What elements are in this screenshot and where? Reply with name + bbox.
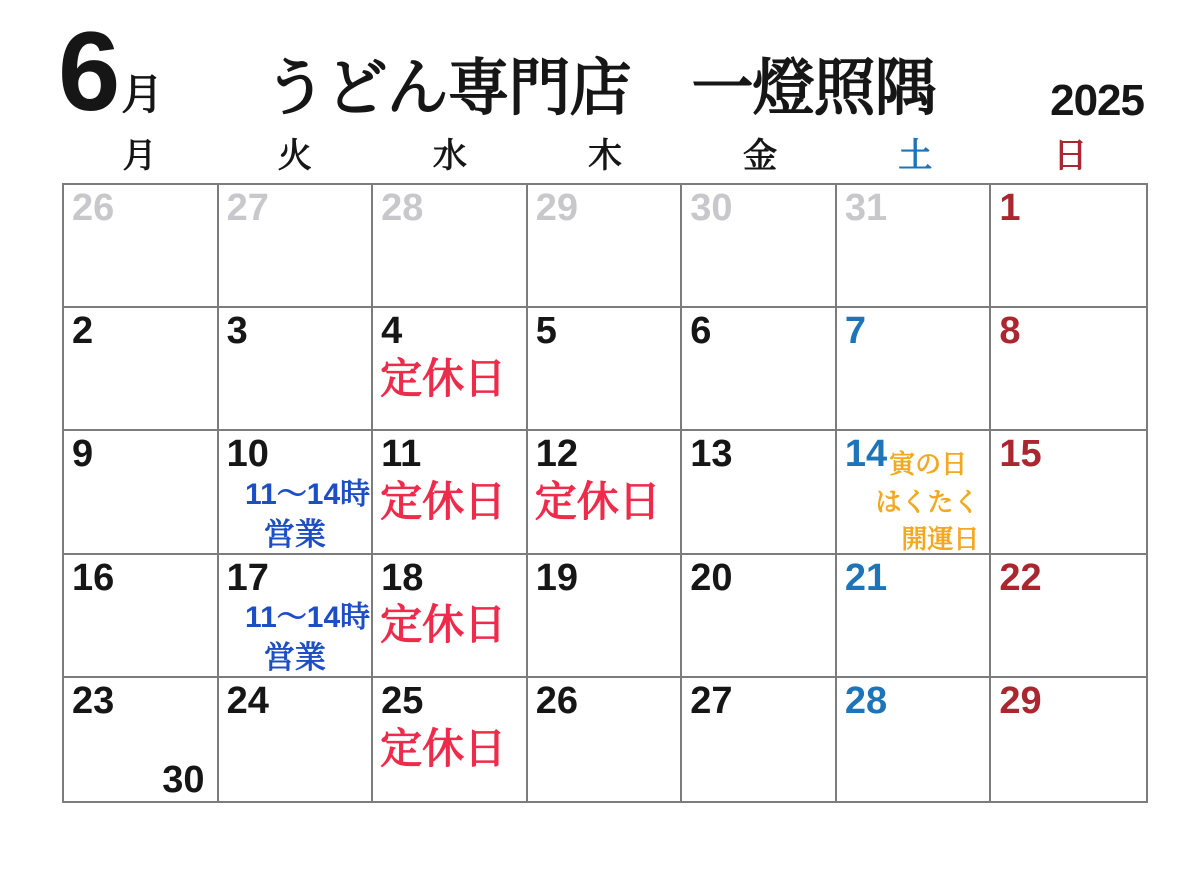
- calendar-grid: [62, 183, 1148, 803]
- calendar-cell-25: [373, 678, 528, 801]
- day-number: 29: [999, 679, 1042, 722]
- day-number: 27: [690, 679, 733, 722]
- calendar-cell-16: [64, 555, 219, 678]
- calendar-cell-28: [837, 678, 992, 801]
- weekday-label-2: 火: [277, 137, 312, 175]
- day-number: 23: [72, 679, 115, 722]
- day-number: 27: [226, 187, 269, 229]
- lucky-note: はくたく: [875, 487, 980, 518]
- hours_label-note: 営業: [263, 516, 326, 552]
- calendar-cell-7: [837, 308, 992, 431]
- calendar-cell-27: [219, 185, 374, 308]
- calendar-cell-17: [219, 555, 374, 678]
- day-number: 16: [72, 556, 115, 599]
- extra-day-number: 30: [162, 758, 205, 801]
- calendar-cell-4: [373, 308, 528, 431]
- closed-note: 定休日: [380, 355, 507, 403]
- day-number: 20: [690, 556, 733, 599]
- day-number: 14: [844, 433, 888, 476]
- day-number: 30: [690, 187, 733, 229]
- day-number: 31: [844, 187, 888, 229]
- day-number: 17: [226, 556, 269, 599]
- calendar-cell-8: [991, 308, 1146, 431]
- day-number: 4: [381, 310, 403, 353]
- weekday-label-6: 土: [898, 137, 933, 175]
- calendar-cell-5: [528, 308, 683, 431]
- calendar-cell-21: [837, 555, 992, 678]
- day-number: 25: [381, 679, 424, 722]
- day-number: 19: [535, 556, 578, 599]
- weekday-label-5: 金: [743, 137, 778, 175]
- closed-note: 定休日: [380, 724, 507, 772]
- month-number: 6: [58, 9, 119, 134]
- calendar-cell-18: [373, 555, 528, 678]
- calendar-cell-2: [64, 308, 219, 431]
- calendar-cell-9: [64, 431, 219, 554]
- calendar-cell-24: [219, 678, 374, 801]
- day-number: 18: [381, 556, 424, 599]
- calendar-cell-13: [682, 431, 837, 554]
- day-number: 6: [690, 310, 712, 353]
- month-suffix-label: 月: [121, 71, 164, 119]
- calendar-cell-29: [991, 678, 1146, 801]
- day-number: 3: [226, 310, 248, 353]
- year-label: 2025: [1050, 76, 1144, 125]
- day-number: 28: [381, 187, 424, 229]
- day-number: 12: [535, 433, 578, 476]
- calendar-cell-19: [528, 555, 683, 678]
- month-indicator: [58, 9, 164, 134]
- calendar-cell-14: [837, 431, 992, 554]
- weekday-label-1: 月: [122, 137, 157, 175]
- closed-note: 定休日: [534, 478, 661, 526]
- day-number: 1: [999, 187, 1021, 229]
- hours_time-note: 11〜14時: [245, 478, 371, 512]
- day-number: 10: [226, 433, 269, 476]
- calendar-cell-1: [991, 185, 1146, 308]
- calendar-cell-12: [528, 431, 683, 554]
- calendar-cell-10: [219, 431, 374, 554]
- calendar-cell-6: [682, 308, 837, 431]
- calendar-cell-29: [528, 185, 683, 308]
- shop-title: うどん専門店 一燈照隅: [264, 54, 936, 123]
- calendar-cell-26: [64, 185, 219, 308]
- weekday-label-7: 日: [1053, 137, 1088, 175]
- calendar-cell-20: [682, 555, 837, 678]
- calendar-cell-26: [528, 678, 683, 801]
- day-number: 11: [381, 433, 422, 476]
- calendar-cell-11: [373, 431, 528, 554]
- day-number: 5: [535, 310, 557, 353]
- calendar-cell-27: [682, 678, 837, 801]
- day-number: 8: [999, 310, 1021, 353]
- weekday-header-row: [62, 132, 1148, 180]
- weekday-label-3: 水: [432, 137, 467, 175]
- day-number: 15: [999, 433, 1042, 476]
- day-number: 21: [844, 556, 888, 599]
- hours_time-note: 11〜14時: [245, 601, 371, 635]
- day-number: 22: [999, 556, 1042, 599]
- lucky-note: 寅の日: [889, 449, 968, 480]
- calendar-cell-22: [991, 555, 1146, 678]
- closed-note: 定休日: [380, 601, 507, 649]
- day-number: 26: [535, 679, 578, 722]
- day-number: 7: [844, 310, 866, 353]
- day-number: 13: [690, 433, 733, 476]
- calendar-cell-31: [837, 185, 992, 308]
- hours_label-note: 営業: [263, 639, 326, 675]
- weekday-label-4: 木: [587, 137, 622, 175]
- lucky-note: 開運日: [901, 524, 980, 555]
- calendar-cell-23: [64, 678, 219, 801]
- day-number: 28: [844, 679, 888, 722]
- calendar-cell-30: [682, 185, 837, 308]
- calendar-cell-28: [373, 185, 528, 308]
- day-number: 29: [535, 187, 578, 229]
- calendar-cell-3: [219, 308, 374, 431]
- day-number: 9: [72, 433, 94, 476]
- day-number: 2: [72, 310, 94, 353]
- day-number: 26: [72, 187, 115, 229]
- calendar-cell-15: [991, 431, 1146, 554]
- day-number: 24: [226, 679, 269, 722]
- closed-note: 定休日: [380, 478, 507, 526]
